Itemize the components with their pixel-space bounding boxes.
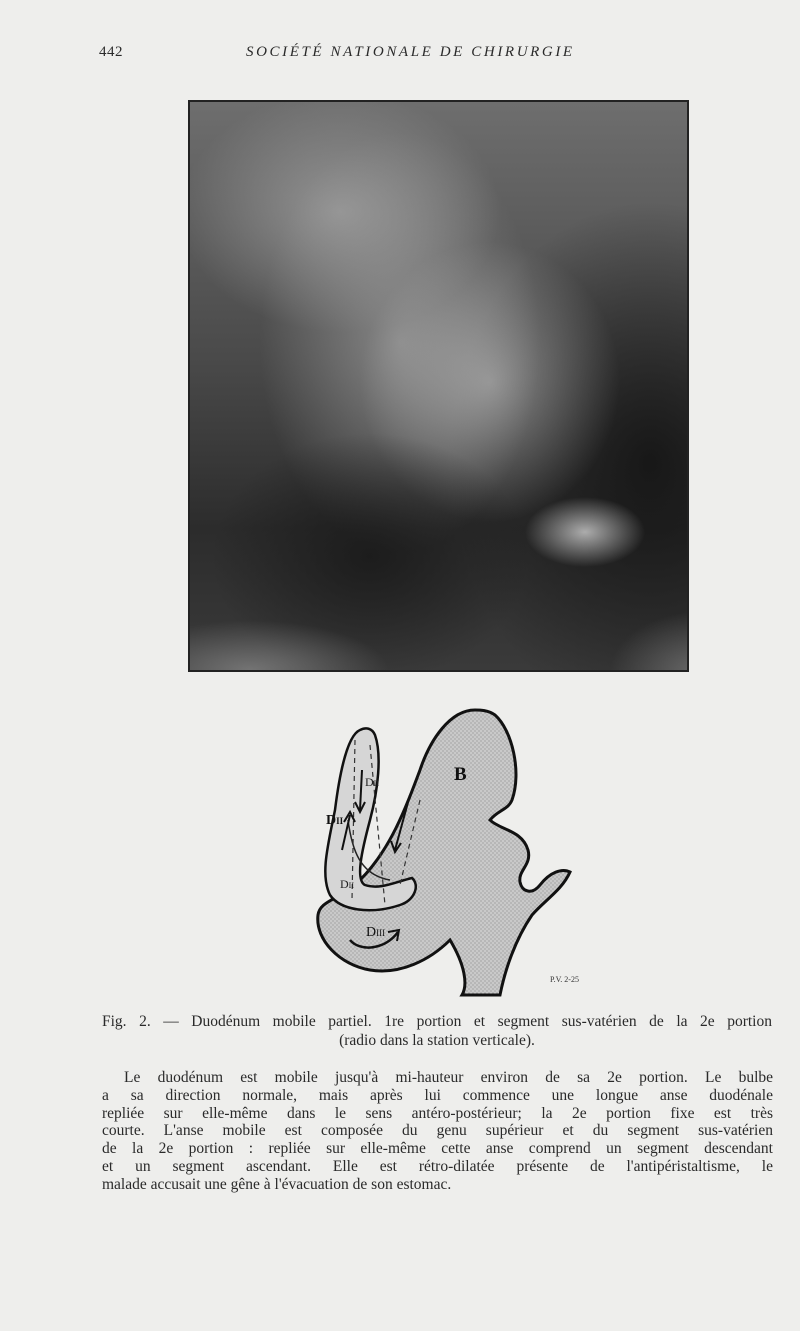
label-d3: DIII [366, 925, 386, 940]
page-number: 442 [99, 44, 123, 60]
body-line: malade accusait une gêne à l'évacuation de son estomac. [102, 1175, 452, 1193]
duodenum-diagram [300, 700, 590, 1000]
body-line: repliée sur elle-même dans le sens antéro-postérieur; la 2e portion fixe est très [102, 1104, 773, 1122]
radiograph-highlight [190, 620, 390, 670]
label-d2-low: DII [340, 877, 354, 891]
body-line: courte. L'anse mobile est composée du genu supérieur et du segment sus-vatérien [102, 1122, 773, 1140]
body-line: a sa direction normale, mais après lui commence une longue anse duodénale [102, 1086, 773, 1104]
caption-line-2: (radio dans la station verticale). [339, 1032, 535, 1049]
running-head: SOCIÉTÉ NATIONALE DE CHIRURGIE [246, 44, 575, 60]
label-d2-mid: DII [326, 813, 344, 828]
body-line: Le duodénum est mobile jusqu'à mi-hauteur environ de sa 2e portion. Le bulbe [124, 1069, 773, 1086]
label-b: B [454, 764, 467, 785]
label-d2-top: DII [365, 775, 379, 789]
body-line: et un segment ascendant. Elle est rétro-dilatée présente de l'antipéristaltisme, le [102, 1157, 773, 1175]
radiograph-figure [188, 100, 689, 672]
caption-line-1: Fig. 2. — Duodénum mobile partiel. 1re portion et segment sus-vatérien de la 2e portion [102, 1013, 772, 1030]
figure-caption [102, 1012, 772, 1050]
artist-signature: P.V. 2-25 [550, 975, 579, 984]
body-line: de la 2e portion : repliée sur elle-même cette anse comprend un segment descendant [102, 1140, 773, 1158]
body-paragraph [102, 1069, 773, 1194]
